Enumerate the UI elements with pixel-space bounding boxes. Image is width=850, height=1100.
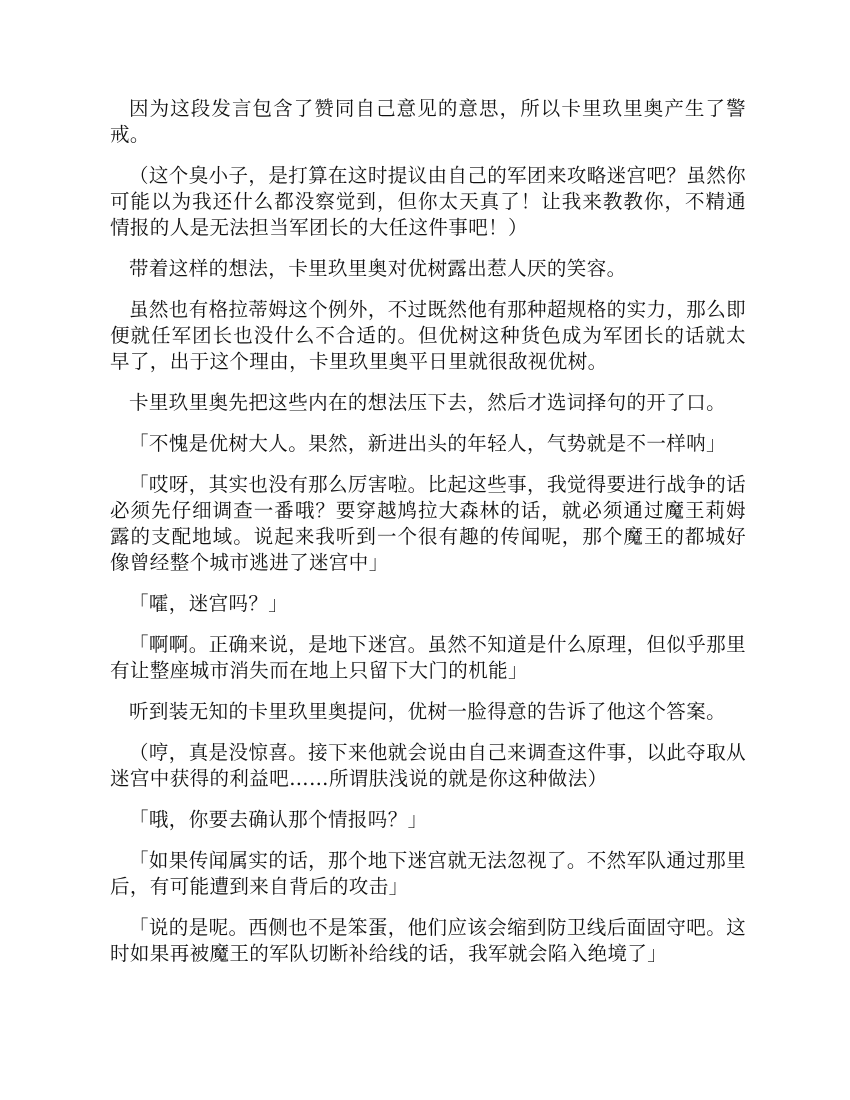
paragraph: 带着这样的想法，卡里玖里奥对优树露出惹人厌的笑容。 bbox=[129, 257, 627, 280]
document-page bbox=[110, 96, 746, 982]
paragraph: （这个臭小子，是打算在这时提议由自己的军团来攻略迷宫吧？虽然你可能以为我还什么都没察觉到，但你太天真了！让我来教教你，不精通情报的人是无法担当军团长的大任这件事吧！） bbox=[110, 164, 746, 239]
paragraph: 「嚯，迷宫吗？」 bbox=[129, 592, 289, 615]
paragraph: 因为这段发言包含了赞同自己意见的意思，所以卡里玖里奥产生了警戒。 bbox=[110, 97, 746, 146]
paragraph: 「如果传闻属实的话，那个地下迷宫就无法忽视了。不然军队通过那里后，有可能遭到来自背后的攻击」 bbox=[110, 849, 746, 898]
paragraph: 虽然也有格拉蒂姆这个例外，不过既然他有那种超规格的实力，那么即便就任军团长也没什么不合适的。但优树这种货色成为军团长的话就太早了，出于这个理由，卡里玖里奥平日里就很敌视优树。 bbox=[110, 298, 746, 373]
paragraph: 听到装无知的卡里玖里奥提问，优树一脸得意的告诉了他这个答案。 bbox=[129, 700, 727, 723]
paragraph: 「哎呀，其实也没有那么厉害啦。比起这些事，我觉得要进行战争的话必须先仔细调查一番哦？要穿越鸠拉大森林的话，就必须通过魔王莉姆露的支配地域。说起来我听到一个很有趣的传闻呢，那个魔王的都城好像曾经整个城市逃进了迷宫中」 bbox=[110, 473, 746, 574]
paragraph: 「哦，你要去确认那个情报吗？」 bbox=[129, 808, 428, 831]
paragraph: 「啊啊。正确来说，是地下迷宫。虽然不知道是什么原理，但似乎那里有让整座城市消失而在地上只留下大门的机能」 bbox=[110, 633, 746, 682]
paragraph: 「不愧是优树大人。果然，新进出头的年轻人，气势就是不一样呐」 bbox=[129, 432, 727, 455]
paragraph: 卡里玖里奥先把这些内在的想法压下去，然后才选词择句的开了口。 bbox=[129, 391, 727, 414]
paragraph: 「说的是呢。西侧也不是笨蛋，他们应该会缩到防卫线后面固守吧。这时如果再被魔王的军队切断补给线的话，我军就会陷入绝境了」 bbox=[110, 916, 746, 965]
paragraph: （哼，真是没惊喜。接下来他就会说由自己来调查这件事，以此夺取从迷宫中获得的利益吧……所谓肤浅说的就是你这种做法） bbox=[110, 741, 746, 790]
